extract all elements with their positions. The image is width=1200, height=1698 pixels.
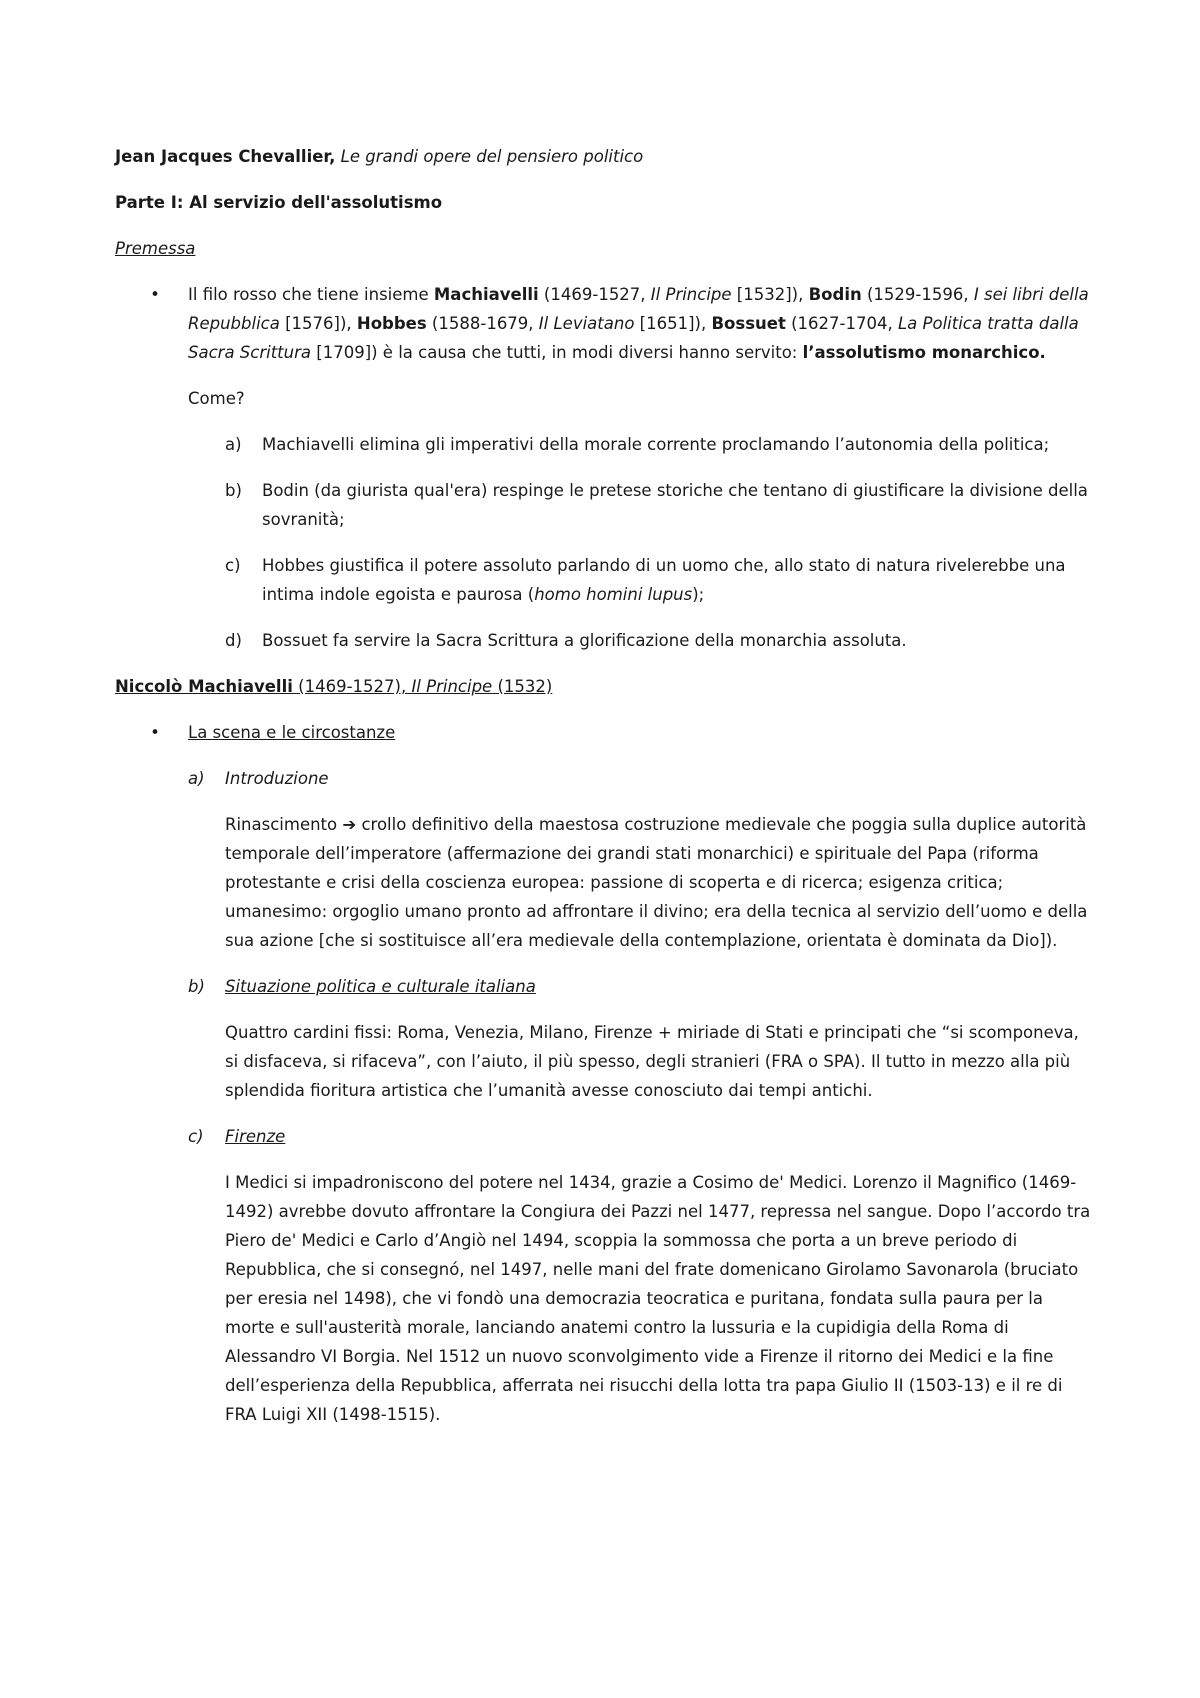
- scena-bullet-text: La scena e le circostanze: [188, 723, 396, 742]
- subsection-title: Introduzione: [225, 769, 329, 788]
- premessa-bullet: [115, 280, 1095, 367]
- premessa-bullet-text: Il filo rosso che tiene insieme Machiavelli (1469-1527, Il Principe [1532]), Bodin (1529-1596, I sei libri della Repubblica [1576]), Hobbes (1588-1679, Il Leviatano [1651]), Bossuet (1627-1704, La Politica tratta dalla Sacra Scrittura [1709]) è la causa che tutti, in modi diversi hanno servito: l’assolutismo monarchico.: [188, 285, 1089, 362]
- list-marker: a): [188, 769, 205, 788]
- scena-bullet: [115, 718, 1095, 747]
- work-title: Le grandi opere del pensiero politico: [340, 147, 644, 166]
- list-marker: a): [225, 435, 242, 454]
- subsection-situazione: [115, 972, 1095, 1001]
- bullet-icon: •: [150, 723, 160, 742]
- right-arrow-icon: ➔: [342, 815, 357, 834]
- document-page: [115, 142, 1095, 1446]
- subsection-firenze: [115, 1122, 1095, 1151]
- list-marker: b): [225, 481, 242, 500]
- subsection-introduzione: [115, 764, 1095, 793]
- list-item-text: Bodin (da giurista qual'era) respinge le pretese storiche che tentano di giustificare la divisione della sovranità;: [262, 481, 1088, 529]
- list-item: [225, 626, 1095, 655]
- come-question: Come?: [188, 389, 245, 408]
- list-marker: c): [188, 1127, 204, 1146]
- author-name: Jean Jacques Chevallier,: [115, 147, 336, 166]
- list-item: [225, 476, 1095, 534]
- subsection-title: Situazione politica e culturale italiana: [225, 977, 536, 996]
- list-item-text: Machiavelli elimina gli imperativi della morale corrente proclamando l’autonomia della politica;: [262, 435, 1050, 454]
- list-item: [225, 430, 1095, 459]
- machiavelli-section-heading: Niccolò Machiavelli (1469-1527), Il Principe (1532): [115, 677, 553, 696]
- list-item-text: Hobbes giustifica il potere assoluto parlando di un uomo che, allo stato di natura rivelerebbe una intima indole egoista e paurosa (homo homini lupus);: [262, 556, 1066, 604]
- list-item: [225, 551, 1095, 609]
- bullet-icon: •: [150, 285, 160, 304]
- premessa-heading: Premessa: [115, 239, 196, 258]
- list-marker: b): [188, 977, 205, 996]
- list-item-text: Bossuet fa servire la Sacra Scrittura a glorificazione della monarchia assoluta.: [262, 631, 907, 650]
- subsection-body: Rinascimento ➔ crollo definitivo della maestosa costruzione medievale che poggia sulla duplice autorità temporale dell’imperatore (affermazione dei grandi stati monarchici) e spirituale del Papa (riforma protestante e crisi della coscienza europea: passione di scoperta e di ricerca; esigenza critica; umanesimo: orgoglio umano pronto ad affrontare il divino; era della tecnica al servizio dell’uomo e della sua azione [che si sostituisce all’era medievale della contemplazione, orientata è dominata da Dio]).: [225, 815, 1088, 950]
- subsection-body: I Medici si impadroniscono del potere nel 1434, grazie a Cosimo de' Medici. Lorenzo il Magnifico (1469-1492) avrebbe dovuto affrontare la Congiura dei Pazzi nel 1477, repressa nel sangue. Dopo l’accordo tra Piero de' Medici e Carlo d’Angiò nel 1494, scoppia la sommossa che porta a un breve periodo di Repubblica, che si consegnó, nel 1497, nelle mani del frate domenicano Girolamo Savonarola (bruciato per eresia nel 1498), che vi fondò una democrazia teocratica e puritana, fondata sulla paura per la morte e sull'austerità morale, lanciando anatemi contro la lussuria e la cupidigia della Roma di Alessandro VI Borgia. Nel 1512 un nuovo sconvolgimento vide a Firenze il ritorno dei Medici e la fine dell’esperienza della Repubblica, afferrata nei risucchi della lotta tra papa Giulio II (1503-13) e il re di FRA Luigi XII (1498-1515).: [225, 1173, 1091, 1424]
- document-title: [115, 142, 1095, 171]
- subsection-body: Quattro cardini fissi: Roma, Venezia, Milano, Firenze + miriade di Stati e principati che “si scomponeva, si disfaceva, si rifaceva”, con l’aiuto, il più spesso, degli stranieri (FRA o SPA). Il tutto in mezzo alla più splendida fioritura artistica che l’umanità avesse conosciuto dai tempi antichi.: [225, 1023, 1079, 1100]
- list-marker: d): [225, 631, 242, 650]
- come-list: [115, 430, 1095, 655]
- part-heading: Parte I: Al servizio dell'assolutismo: [115, 193, 443, 212]
- list-marker: c): [225, 556, 241, 575]
- subsection-title: Firenze: [225, 1127, 286, 1146]
